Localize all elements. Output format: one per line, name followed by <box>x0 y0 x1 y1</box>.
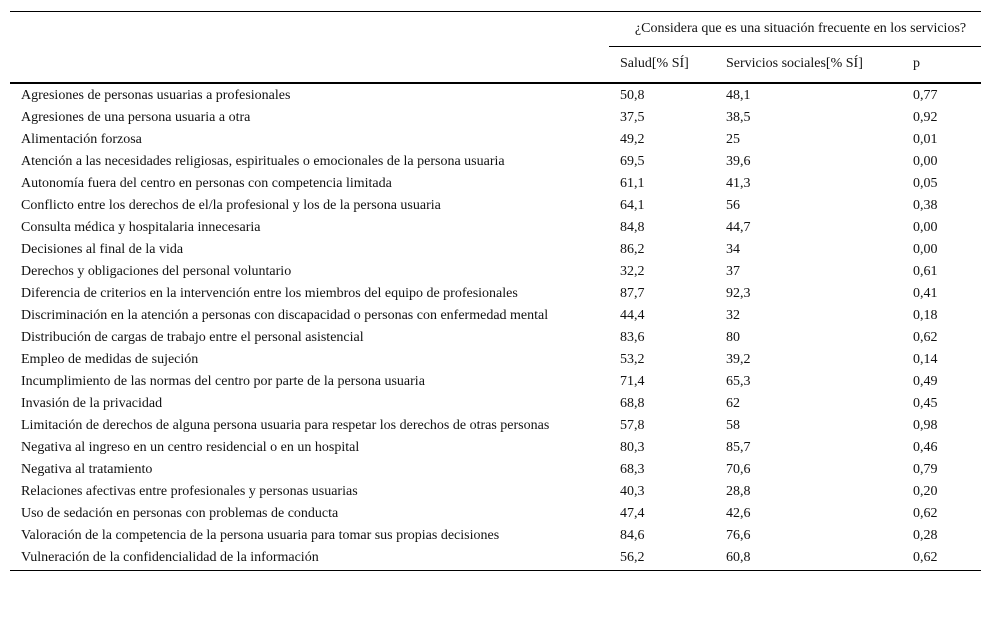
row-label: Distribución de cargas de trabajo entre el personal asistencial <box>21 330 364 345</box>
cell-servicios: 62 <box>726 396 740 411</box>
cell-salud: 57,8 <box>620 418 645 433</box>
cell-p: 0,61 <box>913 264 938 279</box>
cell-p: 0,46 <box>913 440 938 455</box>
cell-salud: 64,1 <box>620 198 645 213</box>
cell-p: 0,45 <box>913 396 938 411</box>
row-label: Derechos y obligaciones del personal voluntario <box>21 264 292 279</box>
table-row <box>10 173 981 195</box>
row-label: Decisiones al final de la vida <box>21 242 184 257</box>
table-row <box>10 547 981 571</box>
cell-salud: 53,2 <box>620 352 645 367</box>
cell-servicios: 41,3 <box>726 176 751 191</box>
cell-servicios: 58 <box>726 418 740 433</box>
table-row <box>10 349 981 371</box>
cell-salud: 71,4 <box>620 374 645 389</box>
cell-salud: 87,7 <box>620 286 645 301</box>
row-label: Conflicto entre los derechos de el/la profesional y los de la persona usuaria <box>21 198 441 213</box>
cell-servicios: 48,1 <box>726 88 751 103</box>
cell-servicios: 42,6 <box>726 506 751 521</box>
table-row <box>10 393 981 415</box>
table-row <box>10 327 981 349</box>
header-empty-cell <box>10 12 609 47</box>
table-row <box>10 481 981 503</box>
table-row <box>10 239 981 261</box>
table-row <box>10 217 981 239</box>
row-label: Relaciones afectivas entre profesionales y personas usuarias <box>21 484 358 499</box>
cell-servicios: 92,3 <box>726 286 751 301</box>
table-row <box>10 459 981 481</box>
cell-p: 0,98 <box>913 418 938 433</box>
cell-servicios: 70,6 <box>726 462 751 477</box>
table-row <box>10 83 981 107</box>
row-label: Uso de sedación en personas con problemas de conducta <box>21 506 339 521</box>
cell-servicios: 56 <box>726 198 740 213</box>
cell-servicios: 32 <box>726 308 740 323</box>
cell-p: 0,79 <box>913 462 938 477</box>
cell-salud: 47,4 <box>620 506 645 521</box>
cell-p: 0,92 <box>913 110 938 125</box>
cell-p: 0,05 <box>913 176 938 191</box>
row-label: Autonomía fuera del centro en personas con competencia limitada <box>21 176 392 191</box>
table-body <box>10 83 981 571</box>
cell-p: 0,62 <box>913 330 938 345</box>
row-label: Alimentación forzosa <box>21 132 142 147</box>
cell-servicios: 39,6 <box>726 154 751 169</box>
cell-servicios: 34 <box>726 242 740 257</box>
table-row <box>10 151 981 173</box>
cell-salud: 68,8 <box>620 396 645 411</box>
column-header-p: p <box>902 47 981 84</box>
cell-p: 0,62 <box>913 506 938 521</box>
table-row <box>10 283 981 305</box>
cell-salud: 44,4 <box>620 308 645 323</box>
row-label: Agresiones de personas usuarias a profesionales <box>21 88 291 103</box>
cell-servicios: 39,2 <box>726 352 751 367</box>
cell-p: 0,18 <box>913 308 938 323</box>
column-header-servicios: Servicios sociales[% SÍ] <box>715 47 902 84</box>
cell-servicios: 28,8 <box>726 484 751 499</box>
cell-servicios: 76,6 <box>726 528 751 543</box>
cell-salud: 49,2 <box>620 132 645 147</box>
row-label: Atención a las necesidades religiosas, espirituales o emocionales de la persona usuaria <box>21 154 505 169</box>
cell-p: 0,00 <box>913 154 938 169</box>
table-row <box>10 503 981 525</box>
row-label: Negativa al tratamiento <box>21 462 153 477</box>
table-row <box>10 371 981 393</box>
table-row <box>10 437 981 459</box>
row-label: Vulneración de la confidencialidad de la información <box>21 550 319 565</box>
cell-p: 0,14 <box>913 352 938 367</box>
row-label: Consulta médica y hospitalaria innecesaria <box>21 220 261 235</box>
column-header-salud: Salud[% SÍ] <box>609 47 715 84</box>
cell-p: 0,28 <box>913 528 938 543</box>
row-label: Discriminación en la atención a personas con discapacidad o personas con enfermedad mental <box>21 308 549 323</box>
row-label: Incumplimiento de las normas del centro por parte de la persona usuaria <box>21 374 425 389</box>
cell-salud: 32,2 <box>620 264 645 279</box>
cell-salud: 83,6 <box>620 330 645 345</box>
row-label: Valoración de la competencia de la persona usuaria para tomar sus propias decisiones <box>21 528 500 543</box>
cell-p: 0,00 <box>913 242 938 257</box>
table-row <box>10 195 981 217</box>
cell-salud: 56,2 <box>620 550 645 565</box>
cell-salud: 37,5 <box>620 110 645 125</box>
header-label-cell <box>10 47 609 84</box>
cell-servicios: 60,8 <box>726 550 751 565</box>
cell-p: 0,41 <box>913 286 938 301</box>
cell-p: 0,62 <box>913 550 938 565</box>
row-label: Empleo de medidas de sujeción <box>21 352 199 367</box>
data-table <box>10 11 981 571</box>
cell-salud: 40,3 <box>620 484 645 499</box>
cell-servicios: 25 <box>726 132 740 147</box>
row-label: Invasión de la privacidad <box>21 396 163 411</box>
cell-servicios: 37 <box>726 264 740 279</box>
cell-p: 0,00 <box>913 220 938 235</box>
cell-servicios: 85,7 <box>726 440 751 455</box>
row-label: Negativa al ingreso en un centro residencial o en un hospital <box>21 440 360 455</box>
cell-p: 0,20 <box>913 484 938 499</box>
header-group-label: ¿Considera que es una situación frecuente en los servicios? <box>609 12 981 47</box>
cell-servicios: 80 <box>726 330 740 345</box>
cell-p: 0,77 <box>913 88 938 103</box>
table-row <box>10 129 981 151</box>
cell-salud: 69,5 <box>620 154 645 169</box>
table-row <box>10 415 981 437</box>
table-row <box>10 261 981 283</box>
row-label: Diferencia de criterios en la intervención entre los miembros del equipo de profesionales <box>21 286 518 301</box>
cell-salud: 50,8 <box>620 88 645 103</box>
table-row <box>10 107 981 129</box>
cell-p: 0,38 <box>913 198 938 213</box>
cell-p: 0,01 <box>913 132 938 147</box>
cell-salud: 61,1 <box>620 176 645 191</box>
cell-salud: 84,8 <box>620 220 645 235</box>
cell-servicios: 44,7 <box>726 220 751 235</box>
table-row <box>10 305 981 327</box>
cell-salud: 84,6 <box>620 528 645 543</box>
row-label: Limitación de derechos de alguna persona usuaria para respetar los derechos de otras personas <box>21 418 550 433</box>
cell-p: 0,49 <box>913 374 938 389</box>
cell-servicios: 38,5 <box>726 110 751 125</box>
cell-servicios: 65,3 <box>726 374 751 389</box>
row-label: Agresiones de una persona usuaria a otra <box>21 110 251 125</box>
cell-salud: 86,2 <box>620 242 645 257</box>
table-row <box>10 525 981 547</box>
cell-salud: 80,3 <box>620 440 645 455</box>
cell-salud: 68,3 <box>620 462 645 477</box>
